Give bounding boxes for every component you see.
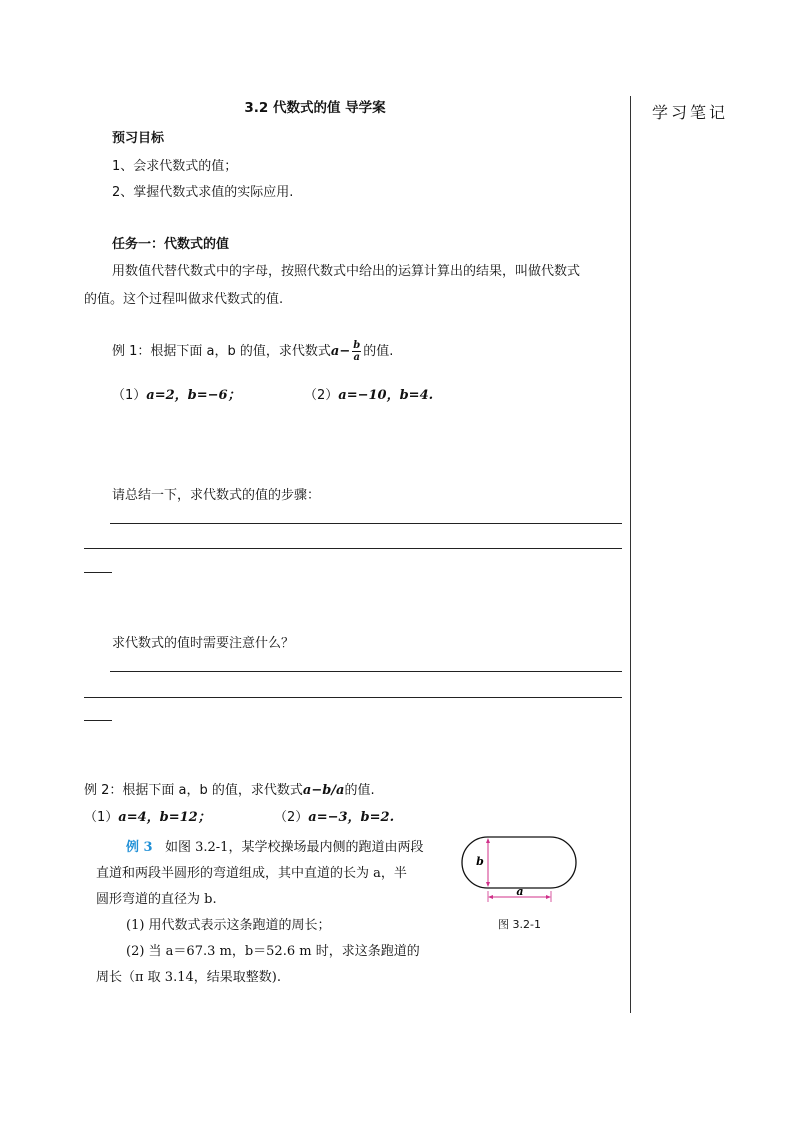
preview-heading: 预习目标: [112, 131, 165, 146]
example2-case-2: [274, 806, 394, 825]
case-label: （2）: [274, 810, 309, 825]
example1-suffix: 的值.: [363, 344, 394, 359]
label-b: b: [476, 855, 484, 868]
preview-item-1: 1、会求代数式的值；: [112, 159, 238, 174]
example2-expr: a−b/a: [302, 783, 345, 798]
arrow-head: [486, 882, 490, 887]
example3-text: 如图 3.2-1，某学校操场最内侧的跑道由两段: [164, 840, 424, 855]
arrow-head: [486, 838, 490, 843]
task1-paragraph-line1: 用数值代替代数式中的字母，按照代数式中给出的运算计算出的结果，叫做代数式: [112, 264, 581, 279]
example1-case-1: [112, 384, 241, 403]
attention-prompt: 求代数式的值时需要注意什么？: [112, 636, 295, 651]
notes-header: 学习笔记: [652, 103, 729, 122]
case-label: （1）: [84, 810, 119, 825]
page-title: 3.2 代数式的值 导学案: [244, 100, 386, 116]
answer-line[interactable]: [110, 671, 622, 672]
figure-caption: 图 3.2-1: [498, 918, 541, 931]
case-label: （2）: [304, 388, 339, 403]
example1-expr-minus: −: [339, 344, 351, 359]
example1-prompt: [112, 340, 393, 363]
example3-question-1: (1) 用代数式表示这条跑道的周长；: [126, 918, 331, 933]
example3-line3: 圆形弯道的直径为 b.: [96, 892, 217, 907]
margin-divider: [630, 96, 631, 1013]
task1-heading: 任务一：代数式的值: [112, 237, 230, 252]
example1-frac-num: b: [353, 340, 361, 351]
answer-line[interactable]: [84, 548, 622, 549]
arrow-head: [488, 895, 493, 899]
running-track-figure: [460, 834, 580, 906]
example3-question-2-line1: (2) 当 a＝67.3 m，b＝52.6 m 时，求这条跑道的: [126, 944, 420, 959]
answer-line-end: [84, 572, 112, 573]
example1-fraction: [352, 340, 361, 363]
arrow-head: [546, 895, 551, 899]
case-values: a=4，b=12；: [118, 810, 211, 825]
example1-frac-den: a: [353, 352, 360, 363]
example3-line2: 直道和两段半圆形的弯道组成，其中直道的长为 a，半: [96, 866, 407, 881]
example2-case-1: [84, 806, 211, 825]
example2-prompt: [84, 779, 375, 798]
label-a: a: [516, 885, 524, 898]
example1-prefix: 例 1：根据下面 a，b 的值，求代数式: [112, 344, 331, 359]
example1-expr-a: a: [330, 344, 340, 359]
case-values: a=2，b=−6；: [146, 388, 241, 403]
answer-line[interactable]: [110, 523, 622, 524]
preview-item-2: 2、掌握代数式求值的实际应用.: [112, 185, 294, 200]
case-values: a=−10，b=4.: [338, 388, 434, 403]
summary-prompt: 请总结一下，求代数式的值的步骤：: [112, 488, 321, 503]
example1-case-2: [304, 384, 433, 403]
example3-line1: [126, 836, 423, 855]
case-values: a=−3，b=2.: [308, 810, 395, 825]
task1-paragraph-line2: 的值。这个过程叫做求代数式的值.: [84, 292, 284, 307]
example3-question-2-line2: 周长（π 取 3.14，结果取整数).: [96, 970, 281, 985]
example2-prefix: 例 2：根据下面 a，b 的值，求代数式: [84, 783, 303, 798]
example2-suffix: 的值.: [344, 783, 375, 798]
example3-label: 例 3: [126, 840, 153, 855]
case-label: （1）: [112, 388, 147, 403]
answer-line-end: [84, 720, 112, 721]
answer-line[interactable]: [84, 697, 622, 698]
